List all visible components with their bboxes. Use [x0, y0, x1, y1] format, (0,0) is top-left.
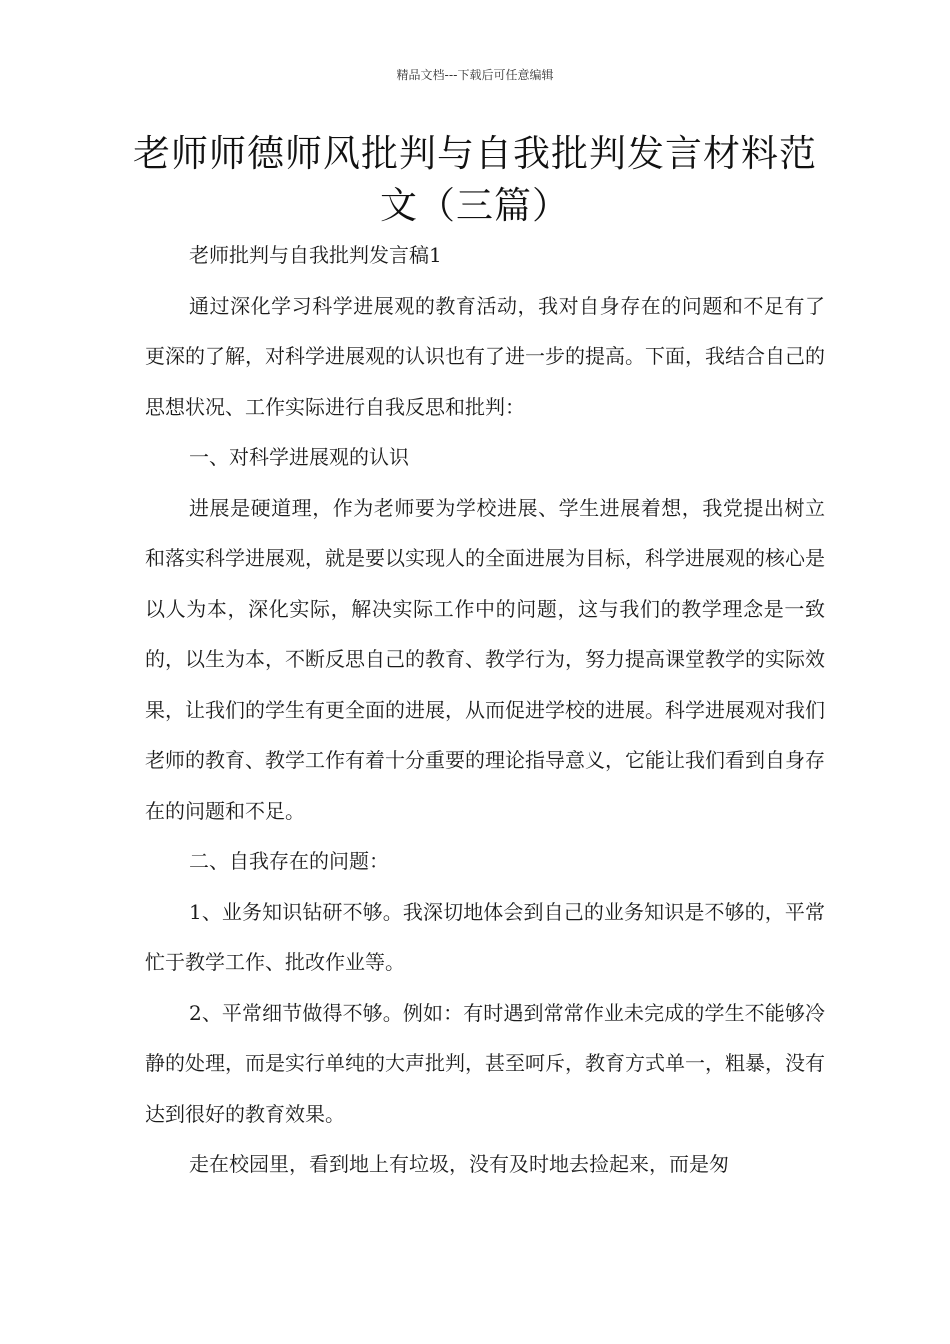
paragraph-item-1: 1、业务知识钻研不够。我深切地体会到自己的业务知识是不够的，平常忙于教学工作、批改作业等。 — [145, 899, 825, 974]
paragraph-section-1: 进展是硬道理，作为老师要为学校进展、学生进展着想，我党提出树立和落实科学进展观，就是要以实现人的全面进展为目标，科学进展观的核心是以人为本，深化实际，解决实际工作中的问题，这与我们的教学理念是一致的，以生为本，不断反思自己的教育、教学行为，努力提高课堂教学的实际效果，让我们的学生有更全面的进展，从而促进学校的进展。科学进展观对我们老师的教育、教学工作有着十分重要的理论指导意义，它能让我们看到自身存在的问题和不足。 — [145, 495, 825, 823]
paragraph-intro: 通过深化学习科学进展观的教育活动，我对自身存在的问题和不足有了更深的了解，对科学进展观的认识也有了进一步的提高。下面，我结合自己的思想状况、工作实际进行自我反思和批判： — [145, 293, 825, 419]
paragraph-continued: 走在校园里，看到地上有垃圾，没有及时地去捡起来，而是匆 — [189, 1152, 729, 1176]
document-body — [145, 230, 825, 1190]
paragraph-subtitle: 老师批判与自我批判发言稿1 — [189, 243, 442, 267]
document-title: 老师师德师风批判与自我批判发言材料范文（三篇） — [133, 132, 817, 227]
paragraph-item-2: 2、平常细节做得不够。例如：有时遇到常常作业未完成的学生不能够冷静的处理，而是实行单纯的大声批判，甚至呵斥，教育方式单一，粗暴，没有达到很好的教育效果。 — [145, 1000, 825, 1126]
page-header-note: 精品文档---下载后可任意编辑 — [396, 68, 554, 82]
section-heading-2: 二、自我存在的问题： — [189, 849, 389, 873]
section-heading-1: 一、对科学进展观的认识 — [189, 445, 409, 469]
